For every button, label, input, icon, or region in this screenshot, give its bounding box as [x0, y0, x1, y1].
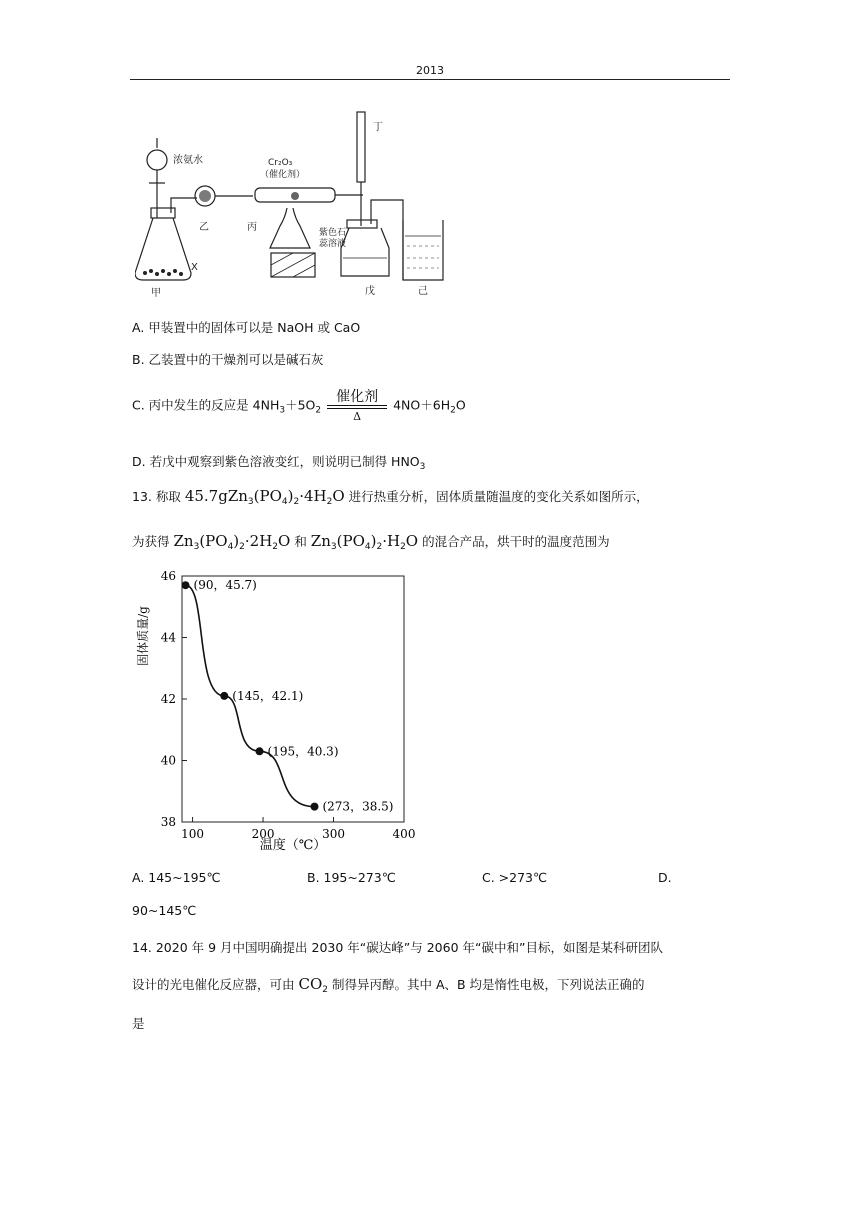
label-ding: 丁 — [373, 122, 383, 133]
label-ammonia: 浓氨水 — [173, 155, 203, 166]
label-catalyst-note: （催化剂） — [260, 170, 306, 180]
beaker — [403, 220, 443, 280]
q14-l2-sub: 2 — [322, 985, 328, 995]
header-rule — [130, 79, 730, 80]
q13-l2-b: Zn — [173, 532, 194, 550]
y-tick-label: 44 — [160, 630, 176, 645]
data-point — [182, 581, 190, 589]
q13-option-c: C. >273℃ — [482, 870, 548, 885]
x-tick-label: 100 — [181, 827, 205, 841]
q14-l2-a: 设计的光电催化反应器，可由 — [132, 977, 299, 992]
catalyst-condition — [327, 386, 387, 426]
q13-l2-l: O — [405, 532, 419, 550]
q13-option-d: D. — [658, 870, 672, 885]
q13-l2-a: 为获得 — [132, 534, 174, 549]
q13-l2-g: 和 — [290, 534, 311, 549]
x-axis-label: 温度（℃） — [259, 838, 327, 853]
q12-option-a: A. 甲装置中的固体可以是 NaOH 或 CaO — [132, 320, 361, 335]
q13-l2-i: (PO — [336, 532, 365, 550]
q13-l1-sub2: 2 — [293, 497, 300, 507]
q13-l2-m: 的混合产品，烘干时的温度范围为 — [418, 534, 610, 549]
q13-l1-a: 13. 称取 — [132, 489, 185, 504]
data-point-label: (90，45.7) — [193, 578, 257, 593]
label-x: X — [191, 262, 198, 273]
q12-option-d: D. 若戊中观察到紫色溶液变红，则说明已制得 $HNO_3$ — [132, 454, 426, 472]
y-axis-label: 固体质量/g — [136, 606, 150, 666]
data-point-label: (195，40.3) — [267, 744, 339, 759]
condition-catalyst: 催化剂 — [336, 389, 379, 405]
q13-l1-d: ) — [287, 487, 294, 505]
x-tick-label: 300 — [322, 827, 345, 841]
q13-l2-e: ·2H — [244, 532, 273, 550]
label-bing: 丙 — [247, 222, 257, 233]
q12-c-pre: C. 丙中发生的反应是 4NH — [132, 397, 280, 413]
q13-l1-f: O — [332, 487, 345, 505]
q12-option-b: B. 乙装置中的干燥剂可以是碱石灰 — [132, 352, 324, 367]
q13-l2-f: O — [278, 532, 291, 550]
q13-line2: 为获得 $Zn_3(PO_4)_2\cdot 2H_2O$ 和 $Zn_3(PO_4)_2\cdot H_2O$ 的混合产品，烘干时的温度范围为 — [132, 532, 610, 552]
q13-l1-g: 进行热重分析，固体质量随温度的变化关系如图所示， — [344, 489, 649, 504]
data-point — [310, 803, 318, 811]
q12-d-text: D. 若戊中观察到紫色溶液变红，则说明已制得 HNO — [132, 454, 420, 469]
label-wu: 戊 — [365, 286, 375, 297]
q13-line1: 13. 称取 $45.7gZn_3(PO_4)_2\cdot 4H_2O$ 进行热重分析，固体质量随温度的变化关系如图所示， — [132, 487, 649, 507]
q13-l2-j: ) — [370, 532, 377, 550]
q13-option-a: A. 145~195℃ — [132, 870, 221, 885]
q14-l2-c: 制得异丙醇。其中 A、B 均是惰性电极，下列说法正确的 — [328, 977, 645, 992]
label-litmus-1: 紫色石 — [319, 228, 347, 238]
label-yi: 乙 — [199, 222, 209, 233]
q14-l2-b: CO — [298, 975, 323, 993]
x-tick-label: 200 — [251, 827, 275, 841]
data-point-label: (145，42.1) — [232, 688, 304, 703]
y-tick-label: 38 — [160, 815, 176, 829]
q14-line3: 是 — [132, 1016, 145, 1031]
x-tick-label: 400 — [392, 827, 416, 841]
q13-l2-d: ) — [233, 532, 240, 550]
q13-l1-c: (PO — [253, 487, 282, 505]
upright-tube — [357, 112, 365, 182]
y-tick-label: 42 — [160, 692, 176, 706]
q13-l1-sub4: 4 — [281, 497, 288, 507]
y-tick-label: 40 — [160, 753, 176, 768]
q13-l1-sub3: 3 — [247, 497, 254, 507]
label-litmus-2: 蕊溶液 — [319, 239, 347, 249]
data-point — [220, 692, 228, 700]
q12-c-post2: O — [455, 397, 466, 413]
q13-l2-c: (PO — [199, 532, 228, 550]
q14-line1: 14. 2020 年 9 月中国明确提出 2030 年“碳达峰”与 2060 年“碳中和”目标，如图是某科研团队 — [132, 940, 663, 955]
q12-option-c: C. 丙中发生的反应是 $4NH_3+5O_2$ 催化剂 Δ $4NO+6H_2O$ — [132, 386, 466, 426]
condition-heat: Δ — [353, 410, 362, 423]
data-point — [256, 747, 264, 755]
q12-c-post1: 4NO＋6H — [393, 397, 451, 413]
apparatus-diagram — [135, 108, 455, 300]
page-header-year: 2013 — [416, 64, 444, 77]
data-point-label: (273，38.5) — [322, 799, 394, 814]
q12-c-mid: ＋5O — [285, 397, 316, 413]
thermogravimetric-chart — [130, 566, 420, 856]
q13-l1-e: ·4H — [299, 487, 327, 505]
q13-option-b: B. 195~273℃ — [307, 870, 396, 885]
q13-l1-b: 45.7gZn — [184, 487, 248, 505]
label-jia: 甲 — [151, 288, 161, 299]
q13-l2-h: Zn — [310, 532, 331, 550]
q13-l2-k: ·H — [382, 532, 401, 550]
label-ji: 己 — [418, 286, 428, 297]
y-tick-label: 46 — [160, 569, 176, 583]
separatory-funnel — [147, 150, 167, 170]
q13-option-d-value: 90~145℃ — [132, 903, 197, 918]
q14-line2 — [132, 975, 645, 995]
label-catalyst-formula: Cr₂O₃ — [268, 158, 293, 168]
